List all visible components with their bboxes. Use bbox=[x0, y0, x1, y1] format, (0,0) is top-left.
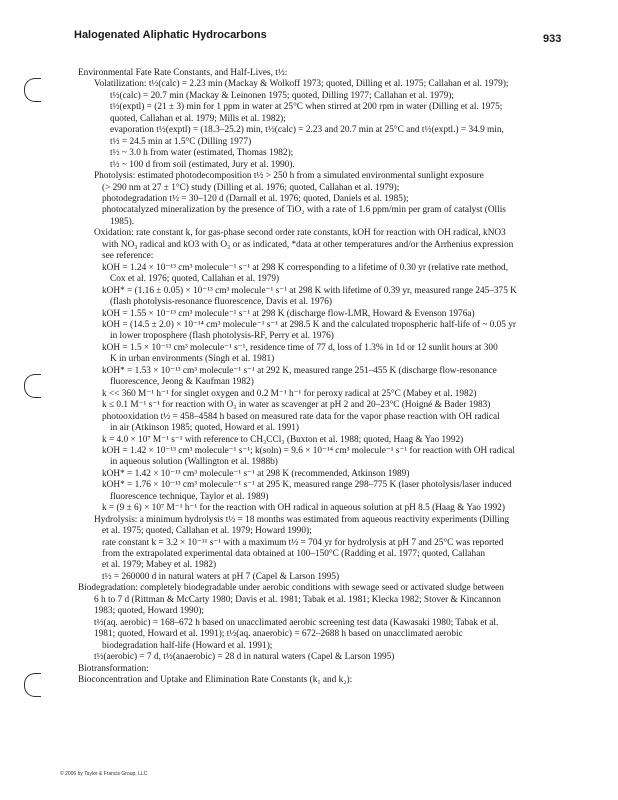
text-line: Biodegradation: completely biodegradable under aerobic conditions with sewage seed or activated sludge between bbox=[78, 583, 504, 594]
text-line: 1983; quoted, Howard 1990); bbox=[94, 606, 204, 617]
text-line: kOH = 1.5 × 10⁻¹³ cm³ molecule⁻¹ s⁻¹, residence time of 77 d, loss of 1.3% in 1d or 12 sunlit hours at 300 bbox=[102, 342, 498, 353]
text-line: fluorescence technique, Taylor et al. 1989) bbox=[110, 491, 269, 502]
text-line: kOH* = (1.16 ± 0.05) × 10⁻¹³ cm³ molecule⁻¹ s⁻¹ at 298 K with lifetime of 0.39 yr, measured range 245–375 K bbox=[102, 285, 517, 296]
text-line: kOH* = 1.42 × 10⁻¹³ cm³ molecule⁻¹ s⁻¹ at 298 K (recommended, Atkinson 1989) bbox=[102, 468, 410, 479]
binder-hole-mark-bottom bbox=[24, 673, 41, 697]
text-line: 6 h to 7 d (Rittman & McCarty 1980; Davis et al. 1981; Tabak et al. 1981; Klecka 1982; Stover & Kincannon bbox=[94, 594, 501, 605]
text-line: kOH* = 1.53 × 10⁻¹³ cm³ molecule⁻¹ s⁻¹ at 292 K, measured range 251–455 K (discharge flow-resonance bbox=[102, 365, 497, 376]
text-line: from the extrapolated experimental data obtained at 100–150°C (Radding et al. 1977; quoted, Callahan bbox=[102, 549, 485, 560]
text-line: Hydrolysis: a minimum hydrolysis t½ = 18 months was estimated from aqueous reactivity experiments (Dilling bbox=[94, 514, 510, 525]
text-line: Photolysis: estimated photodecomposition t½ > 250 h from a simulated environmental sunlight exposure bbox=[94, 171, 484, 182]
text-line: t½ = 24.5 min at 1.5°C (Dilling 1977) bbox=[110, 136, 252, 147]
text-line: t½(exptl) = (21 ± 3) min for 1 ppm in water at 25°C when stirred at 200 rpm in water (Dilling et al. 1975; bbox=[110, 102, 503, 113]
text-line: quoted, Callahan et al. 1979; Mills et al. 1982); bbox=[110, 113, 286, 124]
text-line: (> 290 nm at 27 ± 1°C) study (Dilling et al. 1976; quoted, Callahan et al. 1979); bbox=[102, 182, 400, 193]
text-line: kOH* = 1.76 × 10⁻¹³ cm³ molecule⁻¹ s⁻¹ at 295 K, measured range 298–775 K (laser photolysis/laser induced bbox=[102, 480, 512, 491]
text-line: Cox et al. 1976; quoted, Callahan et al. 1979) bbox=[110, 274, 280, 285]
text-line: photooxidation t½ = 458–4584 h based on measured rate data for the vapor phase reaction with OH radical bbox=[102, 411, 500, 422]
text-line: (flash photolysis-resonance fluorescence, Davis et al. 1976) bbox=[110, 297, 333, 308]
text-line: see reference: bbox=[102, 251, 154, 262]
text-line: k << 360 M⁻¹ h⁻¹ for singlet oxygen and 0.2 M⁻¹ h⁻¹ for peroxy radical at 25°C (Mabey et al. 1982) bbox=[102, 388, 477, 399]
text-line: kOH = 1.42 × 10⁻¹³ cm³ molecule⁻¹ s⁻¹; k(soln) = 9.6 × 10⁻¹⁴ cm³ molecule⁻¹ s⁻¹ for reaction with OH radical bbox=[102, 445, 515, 456]
copyright-footer: © 2006 by Taylor & Francis Group, LLC bbox=[60, 771, 148, 777]
document-body bbox=[74, 68, 554, 686]
text-line: biodegradation half-life (Howard et al. 1991); bbox=[102, 640, 273, 651]
text-line: Bioconcentration and Uptake and Elimination Rate Constants (k₁ and k₂): bbox=[78, 675, 353, 686]
running-header-title: Halogenated Aliphatic Hydrocarbons bbox=[74, 29, 267, 41]
text-line: K in urban environments (Singh et al. 1981) bbox=[110, 354, 275, 365]
text-line: rate constant k = 3.2 × 10⁻¹¹ s⁻¹ with a maximum t½ = 704 yr for hydrolysis at pH 7 and 25°C was reported bbox=[102, 537, 504, 548]
text-line: photocatalyzed mineralization by the presence of TiO₂ with a rate of 1.6 ppm/min per gram of catalyst (Ollis bbox=[102, 205, 506, 216]
text-line: k = 4.0 × 10⁷ M⁻¹ s⁻¹ with reference to CH₃CCl₃ (Buxton et al. 1988; quoted, Haag & Yao 1992) bbox=[102, 434, 464, 445]
text-line: Environmental Fate Rate Constants, and Half-Lives, t½: bbox=[78, 68, 288, 78]
text-line: kOH = 1.24 × 10⁻¹³ cm³ molecule⁻¹ s⁻¹ at 298 K corresponding to a lifetime of 0.30 yr (relative rate method, bbox=[102, 262, 509, 273]
text-line: k = (9 ± 6) × 10⁷ M⁻¹ h⁻¹ for the reaction with OH radical in aqueous solution at pH 8.5 (Haag & Yao 1992) bbox=[102, 503, 505, 514]
text-line: et al. 1975; quoted, Callahan et al. 1979; Howard 1990); bbox=[102, 526, 312, 537]
text-line: t½(aerobic) = 7 d, t½(anaerobic) = 28 d in natural waters (Capel & Larson 1995) bbox=[94, 652, 395, 663]
text-line: t½(aq. aerobic) = 168–672 h based on unacclimated aerobic screening test data (Kawasaki 1980; Tabak et al. bbox=[94, 617, 499, 628]
text-line: et al. 1979; Mabey et al. 1982) bbox=[102, 560, 217, 571]
text-line: evaporation t½(exptl) = (18.3–25.2) min, t½(calc) = 2.23 and 20.7 min at 25°C and t½(exptl.) = 34.9 min, bbox=[110, 125, 504, 136]
text-line: t½ ~ 3.0 h from water (estimated, Thomas 1982); bbox=[110, 148, 294, 159]
page-number: 933 bbox=[543, 33, 562, 45]
text-line: in lower troposphere (flash photolysis-RF, Perry et al. 1976) bbox=[110, 331, 334, 342]
text-line: 1985). bbox=[110, 216, 135, 227]
text-line: t½ ~ 100 d from soil (estimated, Jury et al. 1990). bbox=[110, 159, 295, 170]
text-line: in air (Atkinson 1985; quoted, Howard et al. 1991) bbox=[110, 423, 300, 434]
text-line: in aqueous solution (Wallington et al. 1988b) bbox=[110, 457, 278, 468]
binder-hole-mark-middle bbox=[24, 374, 41, 398]
text-line: Oxidation: rate constant k, for gas-phase second order rate constants, kOH for reaction with OH radical, kNO3 bbox=[94, 228, 506, 239]
text-line: Volatilization: t½(calc) = 2.23 min (Mackay & Wolkoff 1973; quoted, Dilling et al. 1975; Callahan et al. 1979); bbox=[94, 79, 509, 90]
text-line: k ≤ 0.1 M⁻¹ s⁻¹ for reaction with O₃ in water as scavenger at pH 2 and 20–23°C (Hoigné & Bader 1983) bbox=[102, 400, 491, 411]
text-line: 1981; quoted, Howard et al. 1991); t½(aq. anaerobic) = 672–2688 h based on unacclimated aerobic bbox=[94, 629, 463, 640]
text-line: t½(calc) = 20.7 min (Mackay & Leinonen 1975; quoted, Dilling 1977; Callahan et al. 1979); bbox=[110, 90, 454, 101]
text-line: kOH = (14.5 ± 2.0) × 10⁻¹⁴ cm³ molecule⁻¹ s⁻¹ at 298.5 K and the calculated tropospheric half-life of ~ 0.05 yr bbox=[102, 319, 517, 330]
text-line: fluorescence, Jeong & Kaufman 1982) bbox=[110, 377, 254, 388]
text-line: with NO₃ radical and kO3 with O₃ or as indicated, *data at other temperatures and/or the Arrhenius expression bbox=[102, 239, 514, 250]
binder-hole-mark-top bbox=[24, 78, 41, 102]
text-line: kOH = 1.55 × 10⁻¹³ cm³ molecule⁻¹ s⁻¹ at 298 K (discharge flow-LMR, Howard & Evenson 1976a) bbox=[102, 308, 475, 319]
text-line: photodegradation t½ = 30–120 d (Darnall et al. 1976; quoted, Daniels et al. 1985); bbox=[102, 193, 409, 204]
text-line: t½ = 260000 d in natural waters at pH 7 (Capel & Larson 1995) bbox=[102, 571, 340, 582]
text-line: Biotransformation: bbox=[78, 663, 149, 674]
